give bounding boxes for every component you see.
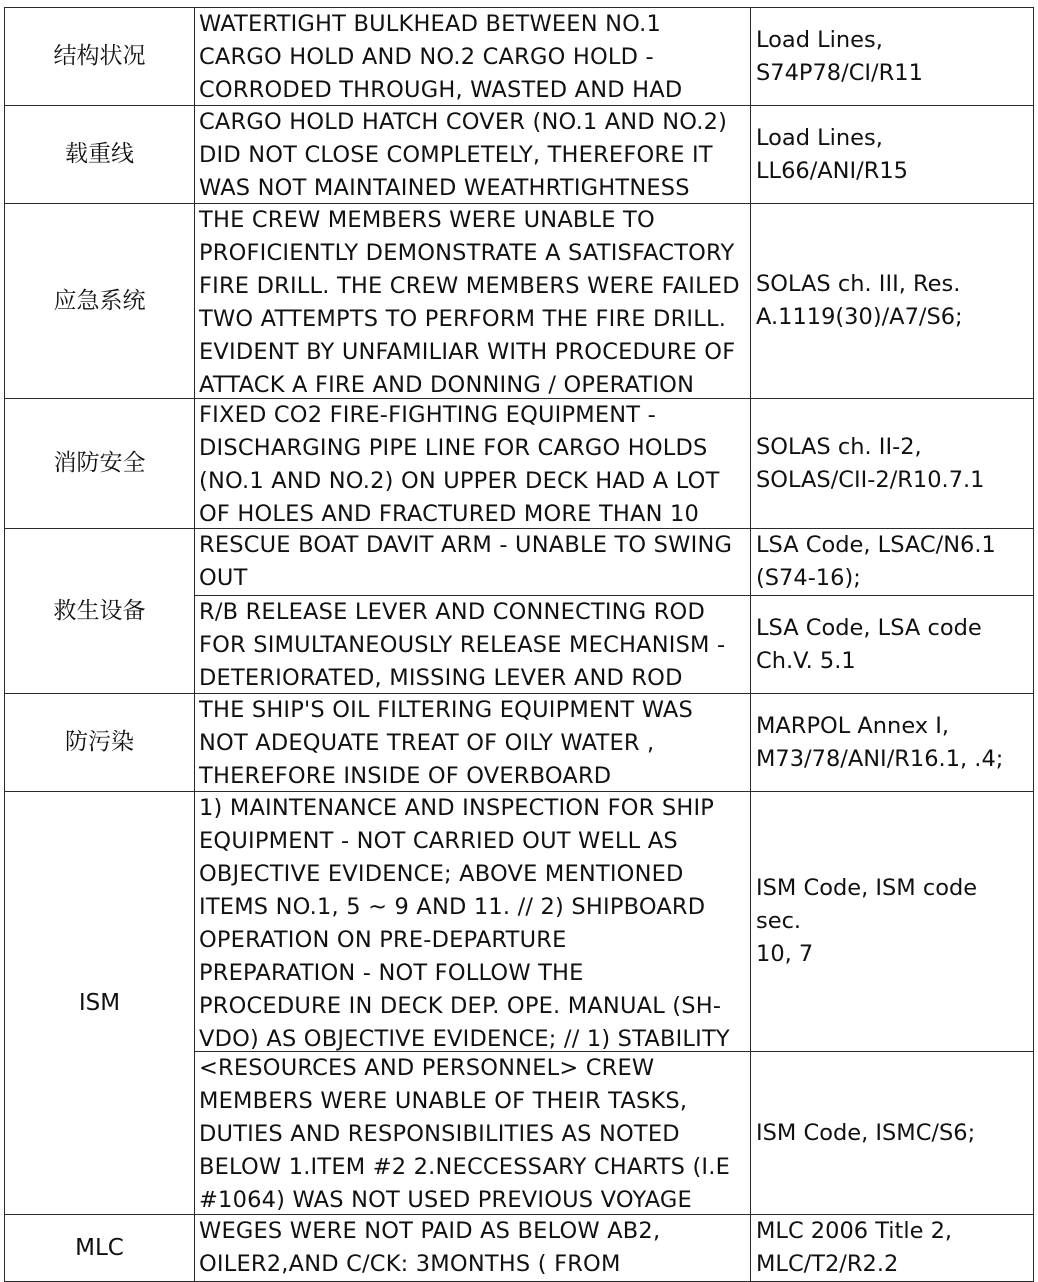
- reference-cell: ISM Code, ISMC/S6;: [751, 1052, 1034, 1215]
- description-cell: [195, 204, 751, 399]
- description-cell: [195, 596, 751, 694]
- description-text: <RESOURCES AND PERSONNEL> CREW MEMBERS WERE UNABLE OF THEIR TASKS, DUTIES AND RESPONSIBILITIES AS NOTED BELOW 1.ITEM #2 2.NECCESSARY CHARTS (I.E #1064) WAS NOT USED PREVIOUS VOYAGE: [199, 1055, 731, 1213]
- description-cell: [195, 529, 751, 596]
- reference-cell: MLC 2006 Title 2, MLC/T2/R2.2: [751, 1215, 1034, 1282]
- reference-cell: MARPOL Annex I, M73/78/ANI/R16.1, .4;: [751, 694, 1034, 792]
- table-row: [5, 106, 1034, 204]
- description-cell: [195, 399, 751, 529]
- reference-cell: ISM Code, ISM code sec. 10, 7: [751, 792, 1034, 1052]
- table-row: [5, 1215, 1034, 1282]
- table-row: [5, 399, 1034, 529]
- reference-cell: SOLAS ch. III, Res. A.1119(30)/A7/S6;: [751, 204, 1034, 399]
- description-cell: [195, 106, 751, 204]
- reference-cell: SOLAS ch. II-2, SOLAS/CII-2/R10.7.1: [751, 399, 1034, 529]
- category-cell: 救生设备: [5, 529, 195, 694]
- description-cell: [195, 694, 751, 792]
- description-text: R/B RELEASE LEVER AND CONNECTING ROD FOR SIMULTANEOUSLY RELEASE MECHANISM - DETERIORATED, MISSING LEVER AND ROD: [199, 599, 726, 691]
- category-cell: ISM: [5, 792, 195, 1215]
- description-cell: [195, 1052, 751, 1215]
- description-text: WATERTIGHT BULKHEAD BETWEEN NO.1 CARGO HOLD AND NO.2 CARGO HOLD - CORRODED THROUGH, WASTED AND HAD: [199, 11, 683, 103]
- description-text: RESCUE BOAT DAVIT ARM - UNABLE TO SWING OUT: [199, 532, 733, 591]
- deficiency-table: [4, 7, 1034, 1282]
- table-row: [5, 792, 1034, 1052]
- description-text: THE CREW MEMBERS WERE UNABLE TO PROFICIENTLY DEMONSTRATE A SATISFACTORY FIRE DRILL. THE CREW MEMBERS WERE FAILED TWO ATTEMPTS TO PERFORM THE FIRE DRILL. EVIDENT BY UNFAMILIAR WITH PROCEDURE OF ATTACK A FIRE AND DONNING / OPERATION: [199, 207, 740, 398]
- description-text: WEGES WERE NOT PAID AS BELOW AB2, OILER2,AND C/CK: 3MONTHS ( FROM: [199, 1218, 661, 1277]
- description-text: CARGO HOLD HATCH COVER (NO.1 AND NO.2) DID NOT CLOSE COMPLETELY, THEREFORE IT WAS NOT MAINTAINED WEATHRTIGHTNESS: [199, 109, 728, 201]
- category-cell: 应急系统: [5, 204, 195, 399]
- table-row: [5, 8, 1034, 106]
- reference-cell: LSA Code, LSA code Ch.V. 5.1: [751, 596, 1034, 694]
- description-cell: [195, 8, 751, 106]
- reference-cell: LSA Code, LSAC/N6.1 (S74-16);: [751, 529, 1034, 596]
- table-row: [5, 529, 1034, 596]
- category-cell: 载重线: [5, 106, 195, 204]
- table-row: [5, 694, 1034, 792]
- reference-cell: Load Lines, S74P78/CI/R11: [751, 8, 1034, 106]
- reference-cell: Load Lines, LL66/ANI/R15: [751, 106, 1034, 204]
- category-cell: MLC: [5, 1215, 195, 1282]
- category-cell: 防污染: [5, 694, 195, 792]
- description-text: FIXED CO2 FIRE-FIGHTING EQUIPMENT - DISCHARGING PIPE LINE FOR CARGO HOLDS (NO.1 AND NO.2) ON UPPER DECK HAD A LOT OF HOLES AND FRACTURED MORE THAN 10: [199, 402, 720, 527]
- description-cell: [195, 792, 751, 1052]
- description-cell: [195, 1215, 751, 1282]
- category-cell: 结构状况: [5, 8, 195, 106]
- category-cell: 消防安全: [5, 399, 195, 529]
- table-row: [5, 204, 1034, 399]
- description-text: THE SHIP'S OIL FILTERING EQUIPMENT WAS NOT ADEQUATE TREAT OF OILY WATER , THEREFORE INSIDE OF OVERBOARD: [199, 697, 693, 789]
- description-text: 1) MAINTENANCE AND INSPECTION FOR SHIP EQUIPMENT - NOT CARRIED OUT WELL AS OBJECTIVE EVIDENCE; ABOVE MENTIONED ITEMS NO.1, 5 ~ 9 AND 11. // 2) SHIPBOARD OPERATION ON PRE-DEPARTURE PREPARATION - NOT FOLLOW THE PROCEDURE IN DECK DEP. OPE. MANUAL (SH- VDO) AS OBJECTIVE EVIDENCE; // 1) STABILITY: [199, 795, 730, 1051]
